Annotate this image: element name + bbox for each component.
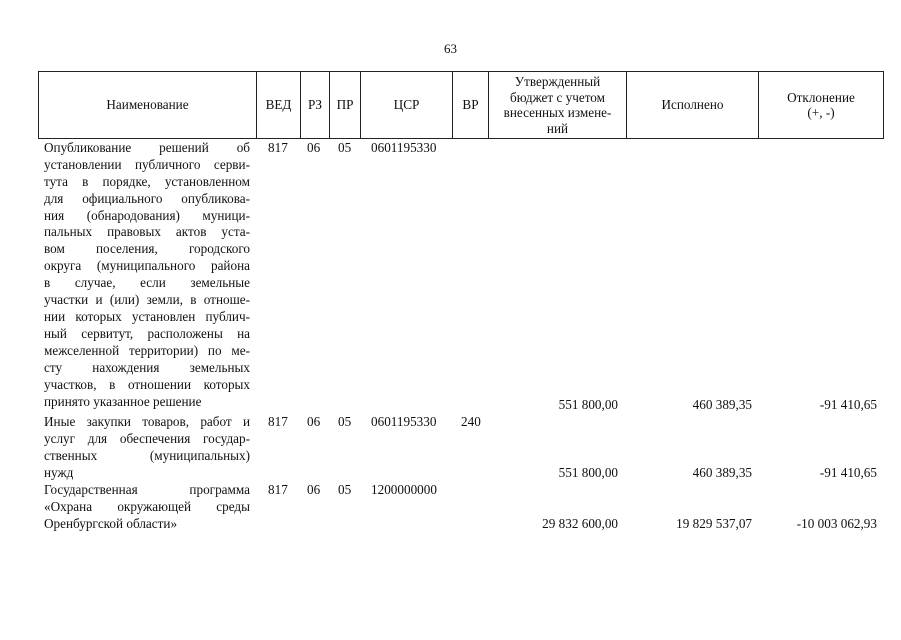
- row-pr: 05: [338, 414, 352, 429]
- row-name-line: Государственная программа: [44, 482, 250, 497]
- row-ved: 817: [268, 414, 288, 429]
- header-deviation: Отклонение (+, -): [758, 71, 883, 139]
- row-csr: 0601195330: [371, 140, 437, 155]
- row-pr: 05: [338, 482, 352, 497]
- header-rz: РЗ: [300, 71, 329, 139]
- row-csr: 0601195330: [371, 414, 437, 429]
- row-name-line: ный сервитут, расположены на: [44, 326, 250, 341]
- row-deviation: -91 410,65: [819, 465, 877, 480]
- row-pr: 05: [338, 140, 352, 155]
- header-name: Наименование: [106, 97, 189, 113]
- row-executed: 460 389,35: [692, 397, 752, 412]
- row-rz: 06: [307, 414, 321, 429]
- row-name-line: в случае, если земельные: [44, 275, 250, 290]
- header-ved: ВЕД: [256, 71, 300, 139]
- row-name-line: «Охрана окружающей среды: [44, 499, 250, 514]
- row-budget: 551 800,00: [558, 465, 618, 480]
- row-name-line: услуг для обеспечения государ-: [44, 431, 250, 446]
- row-name-line: тута в порядке, установленном: [44, 174, 250, 189]
- row-name-line: ственных (муниципальных): [44, 448, 250, 463]
- row-name-line: вом поселения, городского: [44, 241, 250, 256]
- row-name-line: нужд: [44, 465, 74, 480]
- header-vr: ВР: [452, 71, 488, 139]
- row-name-line: сту нахождения земельных: [44, 360, 250, 375]
- row-name-line: установлении публичного серви-: [44, 157, 250, 172]
- row-executed: 19 829 537,07: [676, 516, 752, 531]
- row-deviation: -10 003 062,93: [796, 516, 877, 531]
- row-rz: 06: [307, 140, 321, 155]
- page-number: 63: [444, 41, 457, 56]
- row-name-line: участков, в отношении которых: [44, 377, 250, 392]
- row-budget: 29 832 600,00: [542, 516, 618, 531]
- row-name-line: Иные закупки товаров, работ и: [44, 414, 250, 429]
- row-ved: 817: [268, 140, 288, 155]
- row-vr: 240: [461, 414, 481, 429]
- row-name-line: Опубликование решений об: [44, 140, 250, 155]
- row-name-line: нии которых установлен публич-: [44, 309, 250, 324]
- row-csr: 1200000000: [371, 482, 437, 497]
- row-executed: 460 389,35: [692, 465, 752, 480]
- row-name-line: участки и (или) земли, в отноше-: [44, 292, 250, 307]
- header-budget: Утвержденный бюджет с учетом внесенных измене- ний: [488, 71, 626, 139]
- header-executed: Исполнено: [626, 71, 758, 139]
- row-name-line: принято указанное решение: [44, 394, 202, 409]
- row-name-line: пальных правовых актов уста-: [44, 224, 250, 239]
- row-rz: 06: [307, 482, 321, 497]
- row-budget: 551 800,00: [558, 397, 618, 412]
- row-name-line: ния (обнародования) муници-: [44, 208, 250, 223]
- row-name-line: межселенной территории) по ме-: [44, 343, 250, 358]
- row-name-line: для официального опубликова-: [44, 191, 250, 206]
- header-pr: ПР: [329, 71, 360, 139]
- header-csr: ЦСР: [360, 71, 452, 139]
- row-ved: 817: [268, 482, 288, 497]
- row-name-line: округа (муниципального района: [44, 258, 250, 273]
- row-name-line: Оренбургской области»: [44, 516, 178, 531]
- row-deviation: -91 410,65: [819, 397, 877, 412]
